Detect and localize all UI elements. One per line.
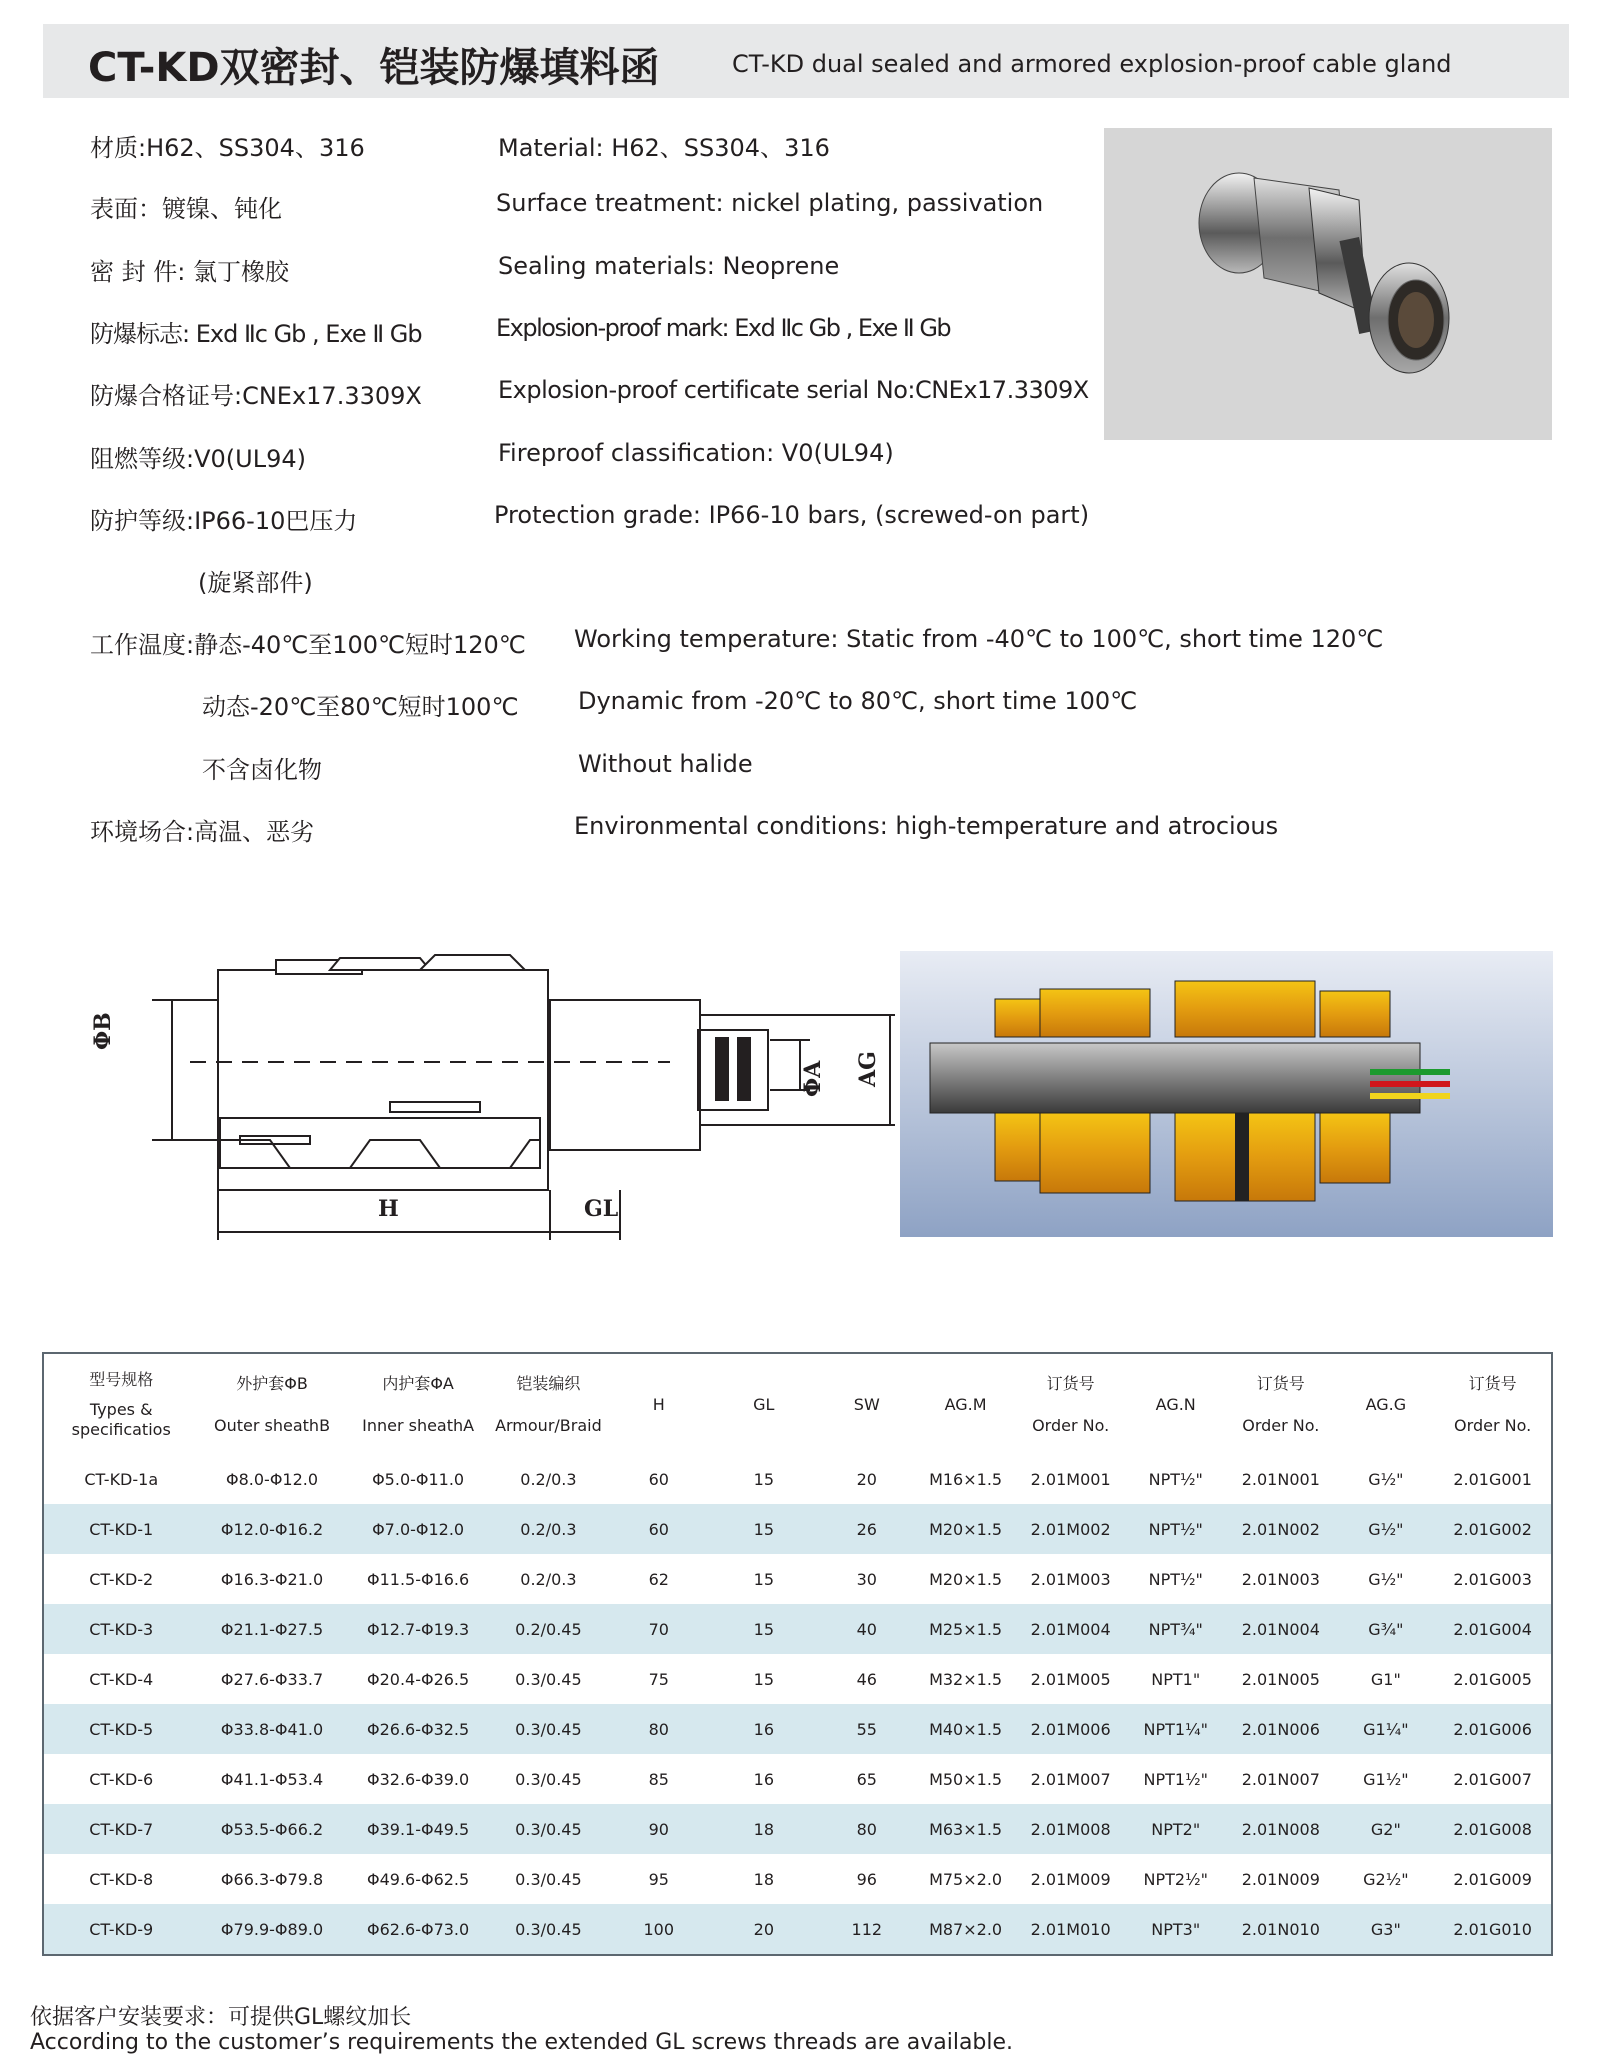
table-cell: G½" [1338, 1554, 1435, 1604]
table-cell: 2.01N007 [1224, 1754, 1337, 1804]
table-cell: G1" [1338, 1654, 1435, 1704]
product-photo [1104, 128, 1552, 440]
table-cell: 95 [606, 1854, 711, 1904]
table-cell: M40×1.5 [917, 1704, 1014, 1754]
label-gl: GL [584, 1196, 619, 1222]
spec-surface-zh: 表面：镀镍、钝化 [90, 195, 282, 223]
table-cell: Φ7.0-Φ12.0 [346, 1504, 491, 1554]
table-cell: M32×1.5 [917, 1654, 1014, 1704]
table-cell: 15 [711, 1604, 816, 1654]
table-cell: 2.01M007 [1014, 1754, 1127, 1804]
label-phi-b: ΦB [90, 1012, 116, 1050]
spec-halide-zh: 不含卤化物 [202, 756, 322, 784]
table-cell: NPT½" [1127, 1504, 1224, 1554]
title-english: CT-KD dual sealed and armored explosion-proof cable gland [732, 50, 1452, 78]
table-row [44, 1454, 1551, 1504]
table-cell: 15 [711, 1504, 816, 1554]
table-row [44, 1804, 1551, 1854]
table-row [44, 1854, 1551, 1904]
table-cell: Φ21.1-Φ27.5 [198, 1604, 345, 1654]
table-cell: 0.2/0.3 [491, 1554, 607, 1604]
table-cell: 40 [816, 1604, 917, 1654]
table-cell: 2.01G007 [1434, 1754, 1551, 1804]
table-cell: 0.2/0.3 [491, 1504, 607, 1554]
table-cell: CT-KD-1 [44, 1504, 198, 1554]
table-cell: 100 [606, 1904, 711, 1954]
table-cell: Φ27.6-Φ33.7 [198, 1654, 345, 1704]
table-cell: 70 [606, 1604, 711, 1654]
table-cell: NPT¾" [1127, 1604, 1224, 1654]
spec-sealing-en: Sealing materials: Neoprene [498, 252, 840, 280]
header-inner-sheath: 内护套ΦA Inner sheathA [362, 1374, 475, 1435]
table-cell: 0.3/0.45 [491, 1654, 607, 1704]
table-cell: 0.3/0.45 [491, 1804, 607, 1854]
table-cell: CT-KD-8 [44, 1854, 198, 1904]
table-cell: 62 [606, 1554, 711, 1604]
spec-fireproof-en: Fireproof classification: V0(UL94) [498, 439, 894, 467]
table-cell: M63×1.5 [917, 1804, 1014, 1854]
title-chinese: CT-KD双密封、铠装防爆填料函 [88, 45, 660, 91]
table-cell: 0.3/0.45 [491, 1854, 607, 1904]
table-cell: M20×1.5 [917, 1504, 1014, 1554]
table-cell: CT-KD-7 [44, 1804, 198, 1854]
table-row [44, 1604, 1551, 1654]
table-cell: 0.2/0.3 [491, 1454, 607, 1504]
table-cell: 2.01G008 [1434, 1804, 1551, 1854]
table-row [44, 1654, 1551, 1704]
table-cell: G½" [1338, 1454, 1435, 1504]
table-cell: 2.01G010 [1434, 1904, 1551, 1954]
table-cell: 2.01N008 [1224, 1804, 1337, 1854]
spec-exmark-en: Explosion-proof mark: Exd Ⅱc Gb , Exe Ⅱ Gb [496, 314, 951, 342]
table-cell: CT-KD-6 [44, 1754, 198, 1804]
table-cell: Φ66.3-Φ79.8 [198, 1854, 345, 1904]
table-cell: 2.01M002 [1014, 1504, 1127, 1554]
table-cell: 2.01N002 [1224, 1504, 1337, 1554]
table-cell: 2.01M008 [1014, 1804, 1127, 1854]
table-cell: 2.01G004 [1434, 1604, 1551, 1654]
table-cell: NPT1¼" [1127, 1704, 1224, 1754]
specification-table [42, 1352, 1553, 1956]
table-cell: M87×2.0 [917, 1904, 1014, 1954]
table-cell: 2.01N009 [1224, 1854, 1337, 1904]
header-sw: SW [853, 1394, 880, 1414]
table-row [44, 1904, 1551, 1954]
table-cell: NPT½" [1127, 1554, 1224, 1604]
table-cell: 18 [711, 1854, 816, 1904]
table-cell: 2.01G001 [1434, 1454, 1551, 1504]
label-phi-a: ΦA [800, 1060, 826, 1097]
table-cell: 90 [606, 1804, 711, 1854]
table-cell: 0.2/0.45 [491, 1604, 607, 1654]
table-cell: Φ41.1-Φ53.4 [198, 1754, 345, 1804]
footer-note-en: According to the customer’s requirements the extended GL screws threads are available. [30, 2030, 1014, 2055]
table-row [44, 1504, 1551, 1554]
table-cell: Φ12.0-Φ16.2 [198, 1504, 345, 1554]
table-cell: 2.01N003 [1224, 1554, 1337, 1604]
table-cell: CT-KD-3 [44, 1604, 198, 1654]
spec-temperature-en: Working temperature: Static from -40℃ to 100℃, short time 120℃ [574, 625, 1384, 653]
spec-halide-en: Without halide [578, 750, 753, 778]
header-order-n: 订货号 Order No. [1242, 1374, 1320, 1435]
table-cell: G¾" [1338, 1604, 1435, 1654]
table-cell: 85 [606, 1754, 711, 1804]
spec-environment-en: Environmental conditions: high-temperature and atrocious [574, 812, 1279, 840]
table-cell: 2.01M010 [1014, 1904, 1127, 1954]
table-cell: 2.01N005 [1224, 1654, 1337, 1704]
spec-fireproof-zh: 阻燃等级:V0(UL94) [90, 445, 306, 473]
table-cell: NPT1" [1127, 1654, 1224, 1704]
table-cell: NPT2½" [1127, 1854, 1224, 1904]
table-row [44, 1554, 1551, 1604]
table-cell: 112 [816, 1904, 917, 1954]
label-h: H [378, 1196, 399, 1222]
table-cell: 65 [816, 1754, 917, 1804]
table-cell: 80 [606, 1704, 711, 1754]
table-cell: 2.01G006 [1434, 1704, 1551, 1754]
table-header-row [44, 1354, 1551, 1454]
table-cell: 0.3/0.45 [491, 1704, 607, 1754]
table-cell: 2.01M005 [1014, 1654, 1127, 1704]
spec-surface-en: Surface treatment: nickel plating, passivation [496, 189, 1044, 217]
table-cell: 2.01G005 [1434, 1654, 1551, 1704]
table-cell: Φ62.6-Φ73.0 [346, 1904, 491, 1954]
header-outer-sheath: 外护套ΦB Outer sheathB [214, 1374, 331, 1435]
table-row [44, 1754, 1551, 1804]
table-cell: 2.01N010 [1224, 1904, 1337, 1954]
header-ag-n: AG.N [1155, 1394, 1196, 1414]
table-cell: Φ49.6-Φ62.5 [346, 1854, 491, 1904]
table-cell: CT-KD-5 [44, 1704, 198, 1754]
table-cell: CT-KD-2 [44, 1554, 198, 1604]
header-ag-g: AG.G [1365, 1394, 1407, 1414]
table-cell: NPT3" [1127, 1904, 1224, 1954]
table-cell: 2.01M003 [1014, 1554, 1127, 1604]
table-cell: 30 [816, 1554, 917, 1604]
table-cell: G1¼" [1338, 1704, 1435, 1754]
table-cell: Φ26.6-Φ32.5 [346, 1704, 491, 1754]
header-h: H [652, 1394, 665, 1414]
table-cell: 15 [711, 1654, 816, 1704]
table-cell: NPT2" [1127, 1804, 1224, 1854]
header-order-g: 订货号 Order No. [1454, 1374, 1532, 1435]
table-cell: 15 [711, 1554, 816, 1604]
table-cell: Φ5.0-Φ11.0 [346, 1454, 491, 1504]
table-cell: CT-KD-9 [44, 1904, 198, 1954]
table-cell: 2.01M006 [1014, 1704, 1127, 1754]
table-cell: 20 [711, 1904, 816, 1954]
table-cell: M16×1.5 [917, 1454, 1014, 1504]
spec-temperature-zh: 工作温度:静态-40℃至100℃短时120℃ [90, 631, 526, 659]
spec-sealing-zh: 密 封 件: 氯丁橡胶 [90, 258, 289, 286]
table-cell: 80 [816, 1804, 917, 1854]
table-cell: 2.01N006 [1224, 1704, 1337, 1754]
table-cell: 26 [816, 1504, 917, 1554]
table-cell: G2½" [1338, 1854, 1435, 1904]
spec-protection-en: Protection grade: IP66-10 bars, (screwed-on part) [494, 501, 1090, 529]
table-cell: Φ20.4-Φ26.5 [346, 1654, 491, 1704]
table-cell: 60 [606, 1504, 711, 1554]
spec-exmark-zh: 防爆标志: Exd Ⅱc Gb , Exe Ⅱ Gb [90, 320, 422, 348]
table-cell: Φ33.8-Φ41.0 [198, 1704, 345, 1754]
table-cell: 16 [711, 1704, 816, 1754]
table-cell: Φ53.5-Φ66.2 [198, 1804, 345, 1854]
label-ag: AG [855, 1051, 881, 1087]
table-cell: 55 [816, 1704, 917, 1754]
table-cell: G2" [1338, 1804, 1435, 1854]
table-cell: G1½" [1338, 1754, 1435, 1804]
table-cell: 20 [816, 1454, 917, 1504]
table-cell: 16 [711, 1754, 816, 1804]
header-armour: 铠装编织 Armour/Braid [495, 1374, 602, 1435]
table-cell: G3" [1338, 1904, 1435, 1954]
table-cell: M25×1.5 [917, 1604, 1014, 1654]
table-cell: 2.01N001 [1224, 1454, 1337, 1504]
spec-certificate-en: Explosion-proof certificate serial No:CNEx17.3309X [498, 376, 1089, 404]
spec-certificate-zh: 防爆合格证号:CNEx17.3309X [90, 382, 422, 410]
table-cell: Φ8.0-Φ12.0 [198, 1454, 345, 1504]
table-cell: Φ39.1-Φ49.5 [346, 1804, 491, 1854]
header-types: 型号规格 Types & specificatios [71, 1370, 171, 1439]
table-cell: M20×1.5 [917, 1554, 1014, 1604]
table-cell: 18 [711, 1804, 816, 1854]
table-cell: 0.3/0.45 [491, 1754, 607, 1804]
table-row [44, 1704, 1551, 1754]
table-cell: Φ32.6-Φ39.0 [346, 1754, 491, 1804]
table-cell: Φ12.7-Φ19.3 [346, 1604, 491, 1654]
table-cell: 60 [606, 1454, 711, 1504]
dimension-drawing [90, 940, 900, 1250]
table-cell: 2.01G002 [1434, 1504, 1551, 1554]
table-cell: 2.01N004 [1224, 1604, 1337, 1654]
spec-protection-note-zh: (旋紧部件) [198, 569, 313, 597]
spec-material-zh: 材质:H62、SS304、316 [90, 134, 365, 162]
spec-material-en: Material: H62、SS304、316 [498, 134, 830, 162]
spec-protection-zh: 防护等级:IP66-10巴压力 [90, 507, 358, 535]
table-cell: 2.01M009 [1014, 1854, 1127, 1904]
header-ag-m: AG.M [944, 1394, 987, 1414]
table-cell: 2.01G009 [1434, 1854, 1551, 1904]
table-cell: 2.01M004 [1014, 1604, 1127, 1654]
table-cell: G½" [1338, 1504, 1435, 1554]
table-cell: 0.3/0.45 [491, 1904, 607, 1954]
header-gl: GL [753, 1394, 775, 1414]
header-order-m: 订货号 Order No. [1032, 1374, 1110, 1435]
spec-dynamic-en: Dynamic from -20℃ to 80℃, short time 100℃ [578, 687, 1138, 715]
footer-note-zh: 依据客户安装要求：可提供GL螺纹加长 [30, 2005, 412, 2030]
table-cell: 2.01M001 [1014, 1454, 1127, 1504]
table-cell: 2.01G003 [1434, 1554, 1551, 1604]
table-cell: CT-KD-1a [44, 1454, 198, 1504]
table-cell: NPT½" [1127, 1454, 1224, 1504]
spec-environment-zh: 环境场合:高温、恶劣 [90, 818, 315, 846]
table-cell: Φ16.3-Φ21.0 [198, 1554, 345, 1604]
table-cell: M50×1.5 [917, 1754, 1014, 1804]
table-cell: Φ11.5-Φ16.6 [346, 1554, 491, 1604]
table-cell: NPT1½" [1127, 1754, 1224, 1804]
table-cell: CT-KD-4 [44, 1654, 198, 1704]
table-cell: M75×2.0 [917, 1854, 1014, 1904]
table-cell: 15 [711, 1454, 816, 1504]
table-cell: 96 [816, 1854, 917, 1904]
spec-dynamic-zh: 动态-20℃至80℃短时100℃ [202, 693, 519, 721]
table-cell: 75 [606, 1654, 711, 1704]
cutaway-illustration [900, 951, 1553, 1237]
table-cell: Φ79.9-Φ89.0 [198, 1904, 345, 1954]
table-cell: 46 [816, 1654, 917, 1704]
